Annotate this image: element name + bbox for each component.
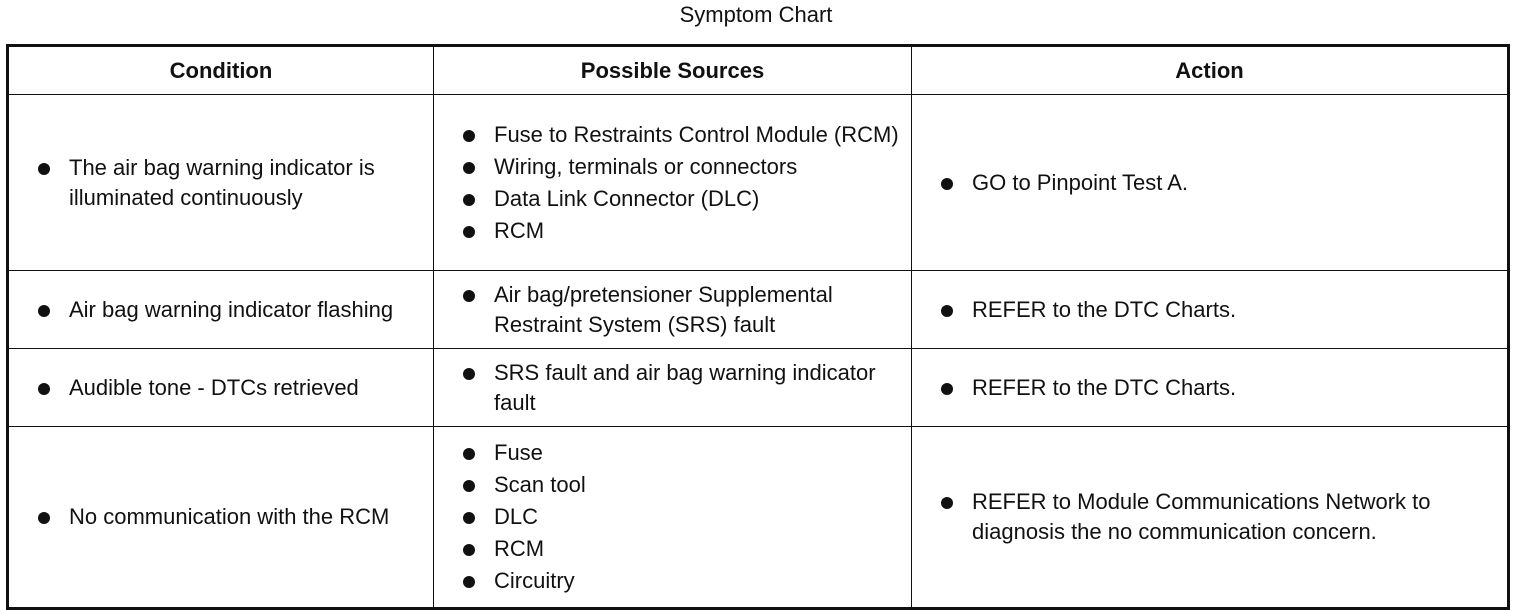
source-text: Fuse bbox=[494, 440, 543, 465]
bullet-icon bbox=[463, 226, 475, 238]
source-text: DLC bbox=[494, 504, 539, 529]
header-row bbox=[8, 46, 1509, 95]
condition-cell bbox=[8, 427, 434, 609]
action-text: REFER to Module Communications Network to diagnosis the no communication concern. bbox=[972, 489, 1431, 544]
action-cell bbox=[912, 349, 1509, 427]
source-item bbox=[456, 280, 901, 340]
source-item bbox=[456, 566, 901, 596]
action-item bbox=[934, 168, 1497, 198]
action-cell bbox=[912, 271, 1509, 349]
bullet-icon bbox=[463, 368, 475, 380]
source-item bbox=[456, 216, 901, 246]
source-text: RCM bbox=[494, 217, 545, 243]
bullet-icon bbox=[941, 178, 953, 190]
table-row bbox=[8, 349, 1509, 427]
source-text: RCM bbox=[494, 536, 545, 561]
bullet-icon bbox=[463, 290, 475, 302]
action-cell bbox=[912, 427, 1509, 609]
bullet-icon bbox=[38, 163, 50, 175]
source-item bbox=[456, 152, 901, 182]
bullet-icon bbox=[941, 497, 953, 509]
condition-cell bbox=[8, 349, 434, 427]
source-item bbox=[456, 438, 901, 468]
action-header: Action bbox=[912, 46, 1509, 95]
source-item bbox=[456, 502, 901, 532]
sources-cell bbox=[434, 427, 912, 609]
action-text: REFER to the DTC Charts. bbox=[972, 296, 1237, 322]
bullet-icon bbox=[38, 305, 50, 317]
condition-item bbox=[31, 153, 423, 213]
condition-text: No communication with the RCM bbox=[69, 504, 390, 529]
table-row bbox=[8, 427, 1509, 609]
source-text: Fuse to Restraints Control Module (RCM) bbox=[494, 121, 899, 147]
bullet-icon bbox=[941, 305, 953, 317]
action-cell bbox=[912, 95, 1509, 271]
table-row bbox=[8, 95, 1509, 271]
symptom-chart-table bbox=[6, 44, 1510, 610]
source-text: Scan tool bbox=[494, 472, 586, 497]
source-item bbox=[456, 184, 901, 214]
source-item bbox=[456, 534, 901, 564]
source-item bbox=[456, 358, 901, 418]
bullet-icon bbox=[463, 576, 475, 588]
condition-header: Condition bbox=[8, 46, 434, 95]
possible-sources-header: Possible Sources bbox=[434, 46, 912, 95]
action-item bbox=[934, 295, 1497, 325]
sources-cell bbox=[434, 95, 912, 271]
source-text: Circuitry bbox=[494, 568, 575, 593]
bullet-icon bbox=[463, 130, 475, 142]
bullet-icon bbox=[463, 448, 475, 460]
source-text: Air bag/pretensioner Supplemental Restraint System (SRS) fault bbox=[494, 281, 833, 337]
bullet-icon bbox=[38, 383, 50, 395]
source-item bbox=[456, 120, 901, 150]
action-text: GO to Pinpoint Test A. bbox=[972, 169, 1189, 195]
condition-cell bbox=[8, 95, 434, 271]
sources-cell bbox=[434, 271, 912, 349]
source-text: Data Link Connector (DLC) bbox=[494, 185, 760, 211]
action-item bbox=[934, 487, 1497, 547]
bullet-icon bbox=[941, 383, 953, 395]
condition-cell bbox=[8, 271, 434, 349]
chart-title: Symptom Chart bbox=[679, 2, 833, 27]
condition-text: Audible tone - DTCs retrieved bbox=[69, 374, 359, 400]
bullet-icon bbox=[463, 544, 475, 556]
condition-item bbox=[31, 502, 423, 532]
bullet-icon bbox=[463, 512, 475, 524]
bullet-icon bbox=[463, 480, 475, 492]
condition-text: The air bag warning indicator is illuminated continuously bbox=[69, 154, 375, 210]
source-text: Wiring, terminals or connectors bbox=[494, 153, 798, 179]
table-row bbox=[8, 271, 1509, 349]
source-text: SRS fault and air bag warning indicator fault bbox=[494, 359, 876, 415]
bullet-icon bbox=[463, 162, 475, 174]
action-item bbox=[934, 373, 1497, 403]
bullet-icon bbox=[38, 512, 50, 524]
bullet-icon bbox=[463, 194, 475, 206]
action-text: REFER to the DTC Charts. bbox=[972, 374, 1237, 400]
condition-text: Air bag warning indicator flashing bbox=[69, 296, 394, 322]
source-item bbox=[456, 470, 901, 500]
condition-item bbox=[31, 373, 423, 403]
condition-item bbox=[31, 295, 423, 325]
sources-cell bbox=[434, 349, 912, 427]
